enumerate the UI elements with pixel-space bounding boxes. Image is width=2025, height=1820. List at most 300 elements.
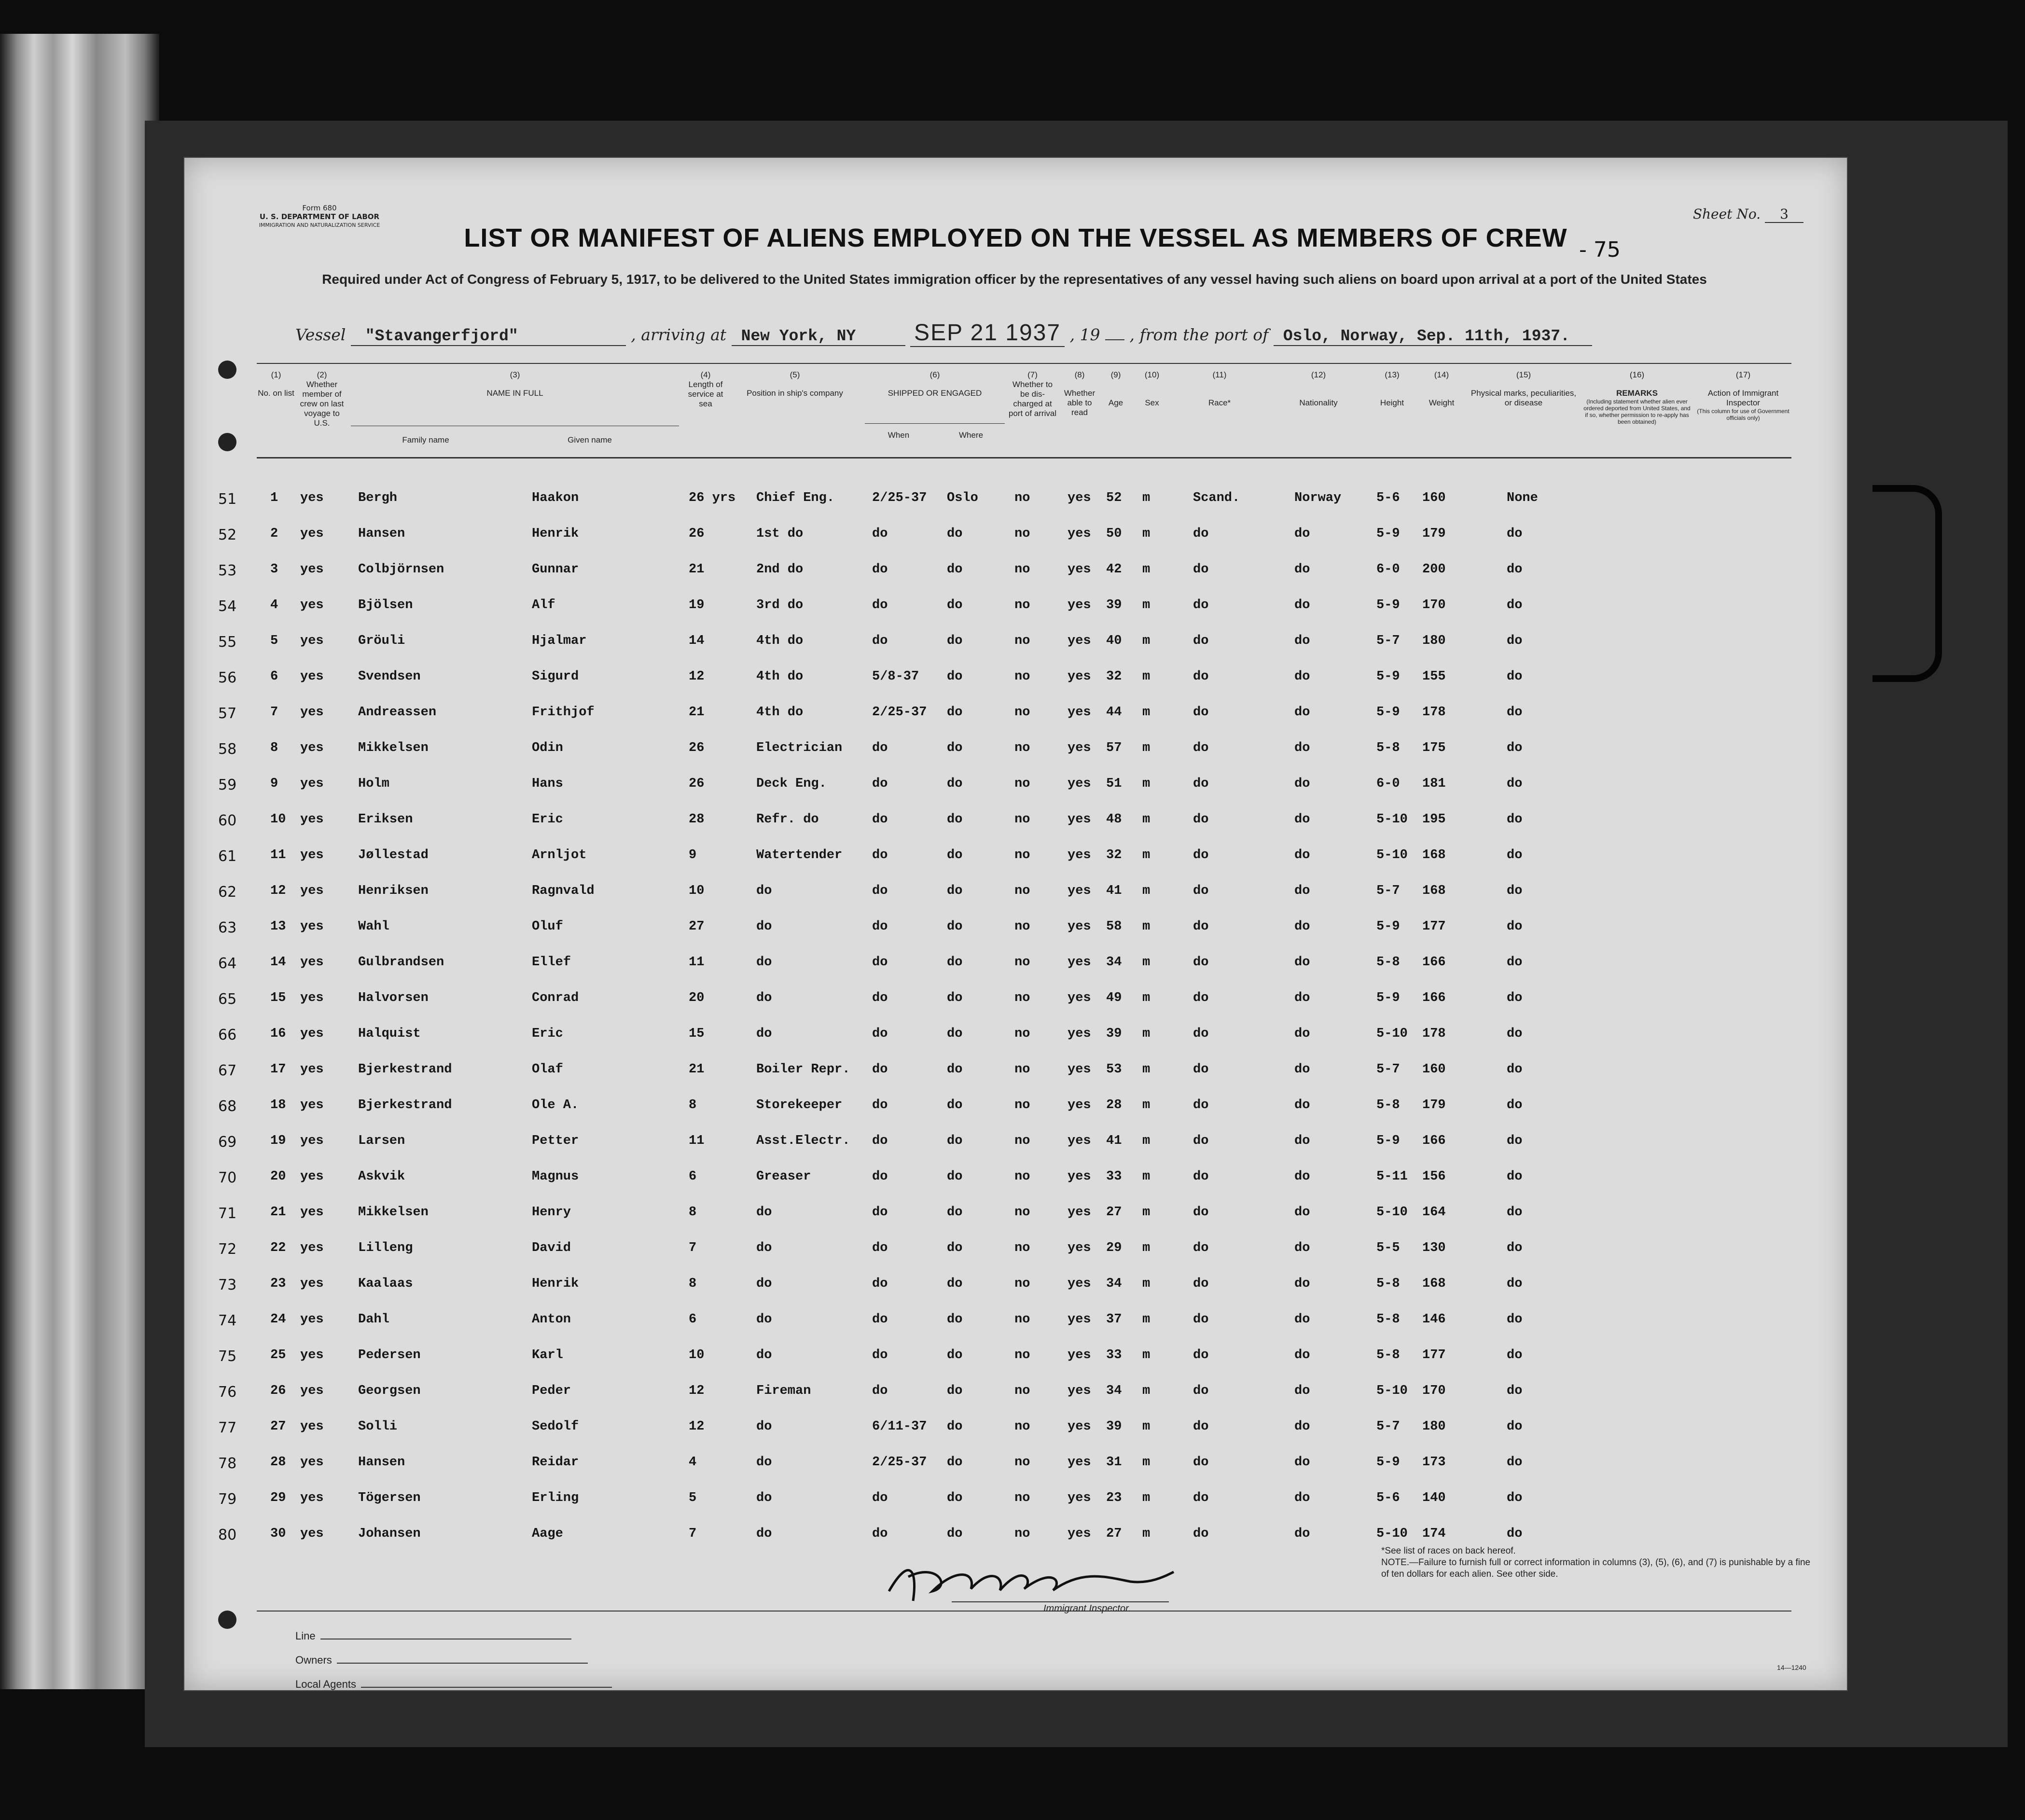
physical-marks: do [1507, 598, 1523, 612]
given-name: Reidar [532, 1455, 579, 1470]
race: do [1193, 919, 1209, 934]
nationality: Norway [1294, 491, 1342, 505]
race: do [1193, 598, 1209, 612]
nationality: do [1294, 1419, 1310, 1434]
family-name: Hansen [358, 527, 405, 541]
service-length: 7 [689, 1241, 697, 1255]
family-name: Halquist [358, 1027, 421, 1041]
nationality: do [1294, 1348, 1310, 1362]
weight: 160 [1422, 1062, 1446, 1077]
crew-last-voyage: yes [300, 919, 324, 934]
weight: 170 [1422, 598, 1446, 612]
race: do [1193, 741, 1209, 755]
race: do [1193, 1419, 1209, 1434]
position: do [756, 1455, 772, 1470]
crew-last-voyage: yes [300, 527, 324, 541]
age: 39 [1106, 1027, 1122, 1041]
row-number: 13 [270, 919, 286, 934]
nationality: do [1294, 1134, 1310, 1148]
family-name: Kaalaas [358, 1277, 413, 1291]
crew-last-voyage: yes [300, 1419, 324, 1434]
age: 37 [1106, 1312, 1122, 1327]
family-name: Askvik [358, 1169, 405, 1184]
family-name: Dahl [358, 1312, 389, 1327]
age: 33 [1106, 1169, 1122, 1184]
given-name: Ole A. [532, 1098, 579, 1112]
able-to-read: yes [1068, 919, 1091, 934]
shipped-when: do [872, 634, 888, 648]
crew-last-voyage: yes [300, 1134, 324, 1148]
service-length: 8 [689, 1205, 697, 1220]
discharged: no [1014, 634, 1030, 648]
age: 32 [1106, 669, 1122, 684]
sex: m [1142, 634, 1151, 648]
family-name: Johansen [358, 1527, 421, 1541]
height: 5-9 [1376, 598, 1400, 612]
row-number: 30 [270, 1527, 286, 1541]
header-top-rule [257, 363, 1791, 364]
discharged: no [1014, 741, 1030, 755]
shipped-where: do [947, 1384, 963, 1398]
service-length: 8 [689, 1277, 697, 1291]
row-margin-number: 65 [218, 991, 237, 1008]
physical-marks: do [1507, 884, 1523, 898]
age: 27 [1106, 1527, 1122, 1541]
able-to-read: yes [1068, 848, 1091, 862]
able-to-read: yes [1068, 1527, 1091, 1541]
vessel-name: "Stavangerfjord" [351, 327, 626, 346]
form-service: IMMIGRATION AND NATURALIZATION SERVICE [259, 222, 380, 228]
col3-header: (3) NAME IN FULL [486, 370, 543, 398]
age: 42 [1106, 562, 1122, 577]
weight: 168 [1422, 884, 1446, 898]
weight: 175 [1422, 741, 1446, 755]
from-port: Oslo, Norway, Sep. 11th, 1937. [1274, 327, 1592, 346]
sex: m [1142, 1062, 1151, 1077]
family-name: Henriksen [358, 884, 429, 898]
able-to-read: yes [1068, 1205, 1091, 1220]
row-margin-number: 72 [218, 1241, 237, 1258]
nationality: do [1294, 527, 1310, 541]
col5-header: (5) Position in ship's company [747, 370, 843, 398]
nationality: do [1294, 1027, 1310, 1041]
discharged: no [1014, 491, 1030, 505]
age: 58 [1106, 919, 1122, 934]
nationality: do [1294, 919, 1310, 934]
height: 5-8 [1376, 1348, 1400, 1362]
shipped-when: 2/25-37 [872, 491, 927, 505]
family-name: Andreassen [358, 705, 437, 720]
race: Scand. [1193, 491, 1240, 505]
weight: 164 [1422, 1205, 1446, 1220]
crew-last-voyage: yes [300, 1384, 324, 1398]
height: 5-10 [1376, 812, 1408, 827]
col14-header: (14) Weight [1429, 370, 1455, 407]
nationality: do [1294, 1169, 1310, 1184]
row-number: 9 [270, 777, 278, 791]
col16-header: (16) REMARKS (Including statement whether alien ever ordered deported from United States, and if so, whether permission to re-apply has been obtained) [1583, 370, 1691, 425]
shipped-where: do [947, 1134, 963, 1148]
physical-marks: do [1507, 1348, 1523, 1362]
position: Greaser [756, 1169, 811, 1184]
given-name: Peder [532, 1384, 571, 1398]
height: 5-9 [1376, 1134, 1400, 1148]
row-margin-number: 59 [218, 777, 237, 793]
age: 53 [1106, 1062, 1122, 1077]
row-number: 7 [270, 705, 278, 720]
able-to-read: yes [1068, 562, 1091, 577]
row-number: 27 [270, 1419, 286, 1434]
row-margin-number: 62 [218, 884, 237, 901]
print-code: 14—1240 [1777, 1664, 1806, 1671]
given-name: Eric [532, 1027, 563, 1041]
family-name: Larsen [358, 1134, 405, 1148]
nationality: do [1294, 848, 1310, 862]
sex: m [1142, 812, 1151, 827]
given-name: Olaf [532, 1062, 563, 1077]
service-length: 26 [689, 777, 705, 791]
age: 34 [1106, 1277, 1122, 1291]
service-length: 12 [689, 1419, 705, 1434]
physical-marks: do [1507, 1527, 1523, 1541]
physical-marks: do [1507, 1419, 1523, 1434]
form-number: Form 680 [302, 204, 337, 212]
age: 40 [1106, 634, 1122, 648]
row-margin-number: 56 [218, 669, 237, 686]
race: do [1193, 1062, 1209, 1077]
weight: 178 [1422, 1027, 1446, 1041]
position: do [756, 1491, 772, 1505]
punch-hole [218, 433, 236, 451]
footnote [1381, 1545, 1816, 1580]
shipped-where: do [947, 598, 963, 612]
shipped-subrule [865, 423, 1005, 424]
shipped-when: do [872, 1491, 888, 1505]
able-to-read: yes [1068, 1419, 1091, 1434]
header-bottom-rule [257, 457, 1791, 458]
row-margin-number: 79 [218, 1491, 237, 1508]
discharged: no [1014, 1062, 1030, 1077]
sex: m [1142, 1455, 1151, 1470]
shipped-where: Oslo [947, 491, 978, 505]
shipped-when: do [872, 598, 888, 612]
race: do [1193, 1027, 1209, 1041]
shipped-where: do [947, 1277, 963, 1291]
shipped-when: do [872, 919, 888, 934]
weight: 178 [1422, 705, 1446, 720]
row-number: 20 [270, 1169, 286, 1184]
from-label: , from the port of [1129, 325, 1269, 344]
row-margin-number: 66 [218, 1027, 237, 1043]
weight: 179 [1422, 1098, 1446, 1112]
sheet-number [1693, 206, 1803, 223]
discharged: no [1014, 669, 1030, 684]
able-to-read: yes [1068, 1312, 1091, 1327]
weight: 166 [1422, 1134, 1446, 1148]
given-name: Frithjof [532, 705, 595, 720]
row-margin-number: 60 [218, 812, 237, 829]
given-name: Erling [532, 1491, 579, 1505]
shipped-when: 6/11-37 [872, 1419, 927, 1434]
row-margin-number: 69 [218, 1134, 237, 1151]
inspector-label: Immigrant Inspector. [1043, 1603, 1131, 1614]
physical-marks: do [1507, 1062, 1523, 1077]
height: 5-9 [1376, 1455, 1400, 1470]
row-margin-number: 58 [218, 741, 237, 758]
col13-header: (13) Height [1380, 370, 1404, 407]
height: 5-9 [1376, 991, 1400, 1005]
shipped-where: do [947, 1241, 963, 1255]
row-number: 25 [270, 1348, 286, 1362]
sex: m [1142, 991, 1151, 1005]
race: do [1193, 669, 1209, 684]
weight: 179 [1422, 527, 1446, 541]
row-margin-number: 80 [218, 1527, 237, 1543]
physical-marks: do [1507, 955, 1523, 970]
able-to-read: yes [1068, 1348, 1091, 1362]
weight: 140 [1422, 1491, 1446, 1505]
row-margin-number: 67 [218, 1062, 237, 1079]
discharged: no [1014, 705, 1030, 720]
weight: 168 [1422, 848, 1446, 862]
able-to-read: yes [1068, 1384, 1091, 1398]
height: 6-0 [1376, 777, 1400, 791]
age: 51 [1106, 777, 1122, 791]
family-name: Lilleng [358, 1241, 413, 1255]
discharged: no [1014, 991, 1030, 1005]
sex: m [1142, 1312, 1151, 1327]
col8-header: (8) Whether able to read [1064, 370, 1096, 417]
able-to-read: yes [1068, 1241, 1091, 1255]
given-name: Eric [532, 812, 563, 827]
position: 4th do [756, 705, 804, 720]
weight: 156 [1422, 1169, 1446, 1184]
given-name: Henrik [532, 527, 579, 541]
row-number: 10 [270, 812, 286, 827]
discharged: no [1014, 848, 1030, 862]
shipped-when: do [872, 1027, 888, 1041]
row-margin-number: 68 [218, 1098, 237, 1115]
able-to-read: yes [1068, 812, 1091, 827]
race: do [1193, 634, 1209, 648]
position: 4th do [756, 669, 804, 684]
service-length: 4 [689, 1455, 697, 1470]
weight: 180 [1422, 1419, 1446, 1434]
crew-last-voyage: yes [300, 1491, 324, 1505]
weight: 174 [1422, 1527, 1446, 1541]
family-name: Mikkelsen [358, 1205, 429, 1220]
shipped-where: do [947, 812, 963, 827]
line-field: Line [295, 1630, 571, 1642]
race: do [1193, 705, 1209, 720]
discharged: no [1014, 1134, 1030, 1148]
family-name: Bjerkestrand [358, 1098, 452, 1112]
service-length: 21 [689, 562, 705, 577]
height: 5-9 [1376, 669, 1400, 684]
height: 5-8 [1376, 955, 1400, 970]
vessel-label: Vessel [295, 325, 346, 344]
position: do [756, 955, 772, 970]
position: Electrician [756, 741, 843, 755]
sex: m [1142, 562, 1151, 577]
position: 1st do [756, 527, 804, 541]
able-to-read: yes [1068, 955, 1091, 970]
position: do [756, 1312, 772, 1327]
nationality: do [1294, 812, 1310, 827]
service-length: 26 [689, 741, 705, 755]
discharged: no [1014, 1027, 1030, 1041]
position: Chief Eng. [756, 491, 835, 505]
physical-marks: do [1507, 562, 1523, 577]
weight: 170 [1422, 1384, 1446, 1398]
able-to-read: yes [1068, 491, 1091, 505]
nationality: do [1294, 1491, 1310, 1505]
crew-last-voyage: yes [300, 1348, 324, 1362]
row-number: 8 [270, 741, 278, 755]
shipped-when: do [872, 1277, 888, 1291]
race: do [1193, 1455, 1209, 1470]
crew-last-voyage: yes [300, 741, 324, 755]
row-number: 1 [270, 491, 278, 505]
shipped-where: do [947, 527, 963, 541]
age: 34 [1106, 955, 1122, 970]
able-to-read: yes [1068, 991, 1091, 1005]
height: 5-8 [1376, 1277, 1400, 1291]
arriving-label: , arriving at [631, 325, 727, 344]
discharged: no [1014, 1241, 1030, 1255]
row-margin-number: 71 [218, 1205, 237, 1222]
crew-last-voyage: yes [300, 777, 324, 791]
age: 34 [1106, 1384, 1122, 1398]
nationality: do [1294, 777, 1310, 791]
nationality: do [1294, 1384, 1310, 1398]
binder-clip-edge [0, 34, 159, 1689]
family-name: Holm [358, 777, 389, 791]
position: do [756, 1419, 772, 1434]
discharged: no [1014, 1527, 1030, 1541]
service-length: 5 [689, 1491, 697, 1505]
discharged: no [1014, 1277, 1030, 1291]
physical-marks: do [1507, 1169, 1523, 1184]
family-name: Bjölsen [358, 598, 413, 612]
shipped-when: do [872, 991, 888, 1005]
given-name: Arnljot [532, 848, 587, 862]
shipped-where: do [947, 1348, 963, 1362]
family-name: Hansen [358, 1455, 405, 1470]
crew-last-voyage: yes [300, 669, 324, 684]
service-length: 7 [689, 1527, 697, 1541]
age: 50 [1106, 527, 1122, 541]
row-number: 6 [270, 669, 278, 684]
sex: m [1142, 705, 1151, 720]
height: 5-8 [1376, 741, 1400, 755]
service-length: 20 [689, 991, 705, 1005]
crew-last-voyage: yes [300, 1205, 324, 1220]
row-margin-number: 55 [218, 634, 237, 651]
weight: 130 [1422, 1241, 1446, 1255]
position: do [756, 1241, 772, 1255]
crew-last-voyage: yes [300, 1241, 324, 1255]
row-margin-number: 63 [218, 919, 237, 936]
service-length: 9 [689, 848, 697, 862]
given-name: Odin [532, 741, 563, 755]
given-name: Karl [532, 1348, 563, 1362]
service-length: 26 [689, 527, 705, 541]
shipped-when: do [872, 1241, 888, 1255]
row-number: 3 [270, 562, 278, 577]
position: do [756, 919, 772, 934]
col12-header: (12) Nationality [1299, 370, 1338, 407]
physical-marks: do [1507, 1205, 1523, 1220]
shipped-where: do [947, 1062, 963, 1077]
shipped-when: do [872, 884, 888, 898]
family-name: Halvorsen [358, 991, 429, 1005]
nationality: do [1294, 991, 1310, 1005]
position: Deck Eng. [756, 777, 827, 791]
able-to-read: yes [1068, 741, 1091, 755]
height: 5-10 [1376, 1384, 1408, 1398]
height: 5-9 [1376, 705, 1400, 720]
able-to-read: yes [1068, 1134, 1091, 1148]
sex: m [1142, 1419, 1151, 1434]
shipped-when: do [872, 812, 888, 827]
able-to-read: yes [1068, 705, 1091, 720]
position: Fireman [756, 1384, 811, 1398]
position: 2nd do [756, 562, 804, 577]
discharged: no [1014, 562, 1030, 577]
sex: m [1142, 848, 1151, 862]
weight: 200 [1422, 562, 1446, 577]
position: Storekeeper [756, 1098, 843, 1112]
discharged: no [1014, 527, 1030, 541]
shipped-when: 2/25-37 [872, 1455, 927, 1470]
age: 44 [1106, 705, 1122, 720]
age: 32 [1106, 848, 1122, 862]
year-blank [1105, 339, 1124, 340]
physical-marks: do [1507, 1455, 1523, 1470]
able-to-read: yes [1068, 1491, 1091, 1505]
row-margin-number: 54 [218, 598, 237, 615]
given-name: Magnus [532, 1169, 579, 1184]
service-length: 28 [689, 812, 705, 827]
nationality: do [1294, 1241, 1310, 1255]
shipped-where: do [947, 669, 963, 684]
family-name: Mikkelsen [358, 741, 429, 755]
service-length: 19 [689, 598, 705, 612]
date-stamp: SEP 21 1937 [910, 320, 1065, 347]
age: 49 [1106, 991, 1122, 1005]
shipped-where: do [947, 955, 963, 970]
discharged: no [1014, 1312, 1030, 1327]
owners-field: Owners [295, 1654, 588, 1667]
discharged: no [1014, 598, 1030, 612]
col17-header: (17) Action of Immigrant Inspector (This column for use of Government officials only) [1697, 370, 1789, 421]
shipped-where: do [947, 884, 963, 898]
row-number: 28 [270, 1455, 286, 1470]
sex: m [1142, 1169, 1151, 1184]
row-margin-number: 77 [218, 1419, 237, 1436]
family-name: Colbjörnsen [358, 562, 444, 577]
row-number: 26 [270, 1384, 286, 1398]
height: 5-10 [1376, 1527, 1408, 1541]
race: do [1193, 1241, 1209, 1255]
discharged: no [1014, 1384, 1030, 1398]
physical-marks: do [1507, 1277, 1523, 1291]
crew-last-voyage: yes [300, 884, 324, 898]
able-to-read: yes [1068, 777, 1091, 791]
inspector-signature [879, 1548, 1188, 1615]
crew-last-voyage: yes [300, 1027, 324, 1041]
